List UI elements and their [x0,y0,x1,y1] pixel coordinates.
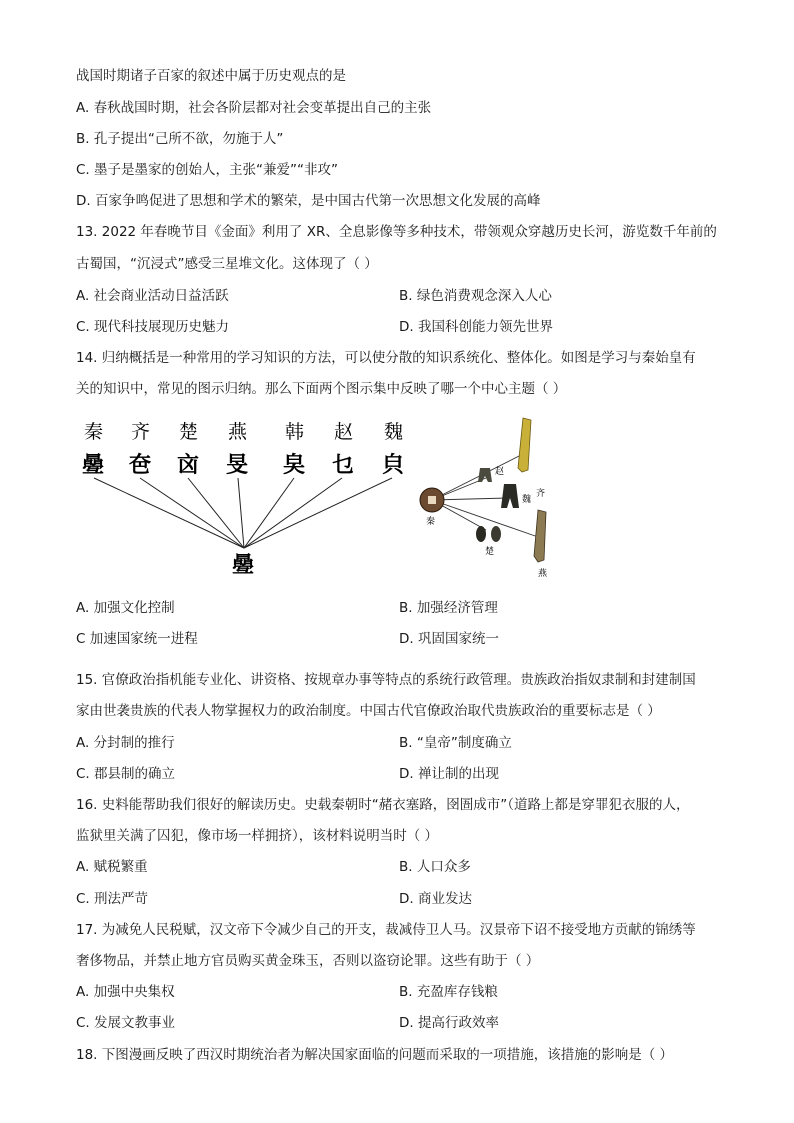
q16-option-a: A. 赋税繁重 [76,859,148,875]
coin-diagram [420,418,548,579]
q14-stem-line2: 关的知识中，常见的图示归纳。那么下面两个图示集中反映了哪一个中心主题（ ） [76,381,567,397]
q12-option-d: D. 百家争鸣促进了思想和学术的繁荣，是中国古代第一次思想文化发展的高峰 [76,193,541,209]
chu-ant-nose-coin-icon-2 [491,526,501,542]
q16-stem-line2: 监狱里关满了囚犯，像市场一样拥挤），该材料说明当时（ ） [76,828,439,844]
q12-stem: 战国时期诸子百家的叙述中属于历史观点的是 [76,68,346,84]
line-zhao [244,478,342,548]
coin-label-qi: 齐 [536,489,546,499]
q13-option-a: A. 社会商业活动日益活跃 [76,288,229,304]
q16-option-d: D. 商业发达 [399,891,472,907]
state-label-han: 韩 [285,421,305,443]
q17-option-a: A. 加强中央集权 [76,984,175,1000]
q14-diagrams-svg [76,410,716,582]
coin-label-chu: 楚 [485,547,495,557]
q15-option-d: D. 禅让制的出现 [399,766,499,782]
q17-option-d: D. 提高行政效率 [399,1015,499,1031]
q17-option-b: B. 充盈库存钱粮 [399,984,498,1000]
line-chu [188,478,244,548]
seal-glyph-zhao: 乜 [332,452,355,478]
zhao-spade-coin-icon [478,468,492,482]
q13-stem-line2: 古蜀国，“沉浸式”感受三星堆文化。这体现了（ ） [76,256,378,272]
q16-option-b: B. 人口众多 [399,859,471,875]
coin-label-yan: 燕 [538,569,548,579]
q15-stem-line1: 15. 官僚政治指机能专业化、讲资格、按规章办事等特点的系统行政管理。贵族政治指奴隶制和封建制国 [76,672,696,688]
q14-figure [76,410,716,582]
q12-option-b: B. 孔子提出“己所不欲，勿施于人” [76,131,284,147]
q14-stem-line1: 14. 归纳概括是一种常用的学习知识的方法，可以使分散的知识系统化、整体化。如图是学习与秦始皇有 [76,350,696,366]
state-label-wei: 魏 [384,421,404,443]
q14-option-b: B. 加强经济管理 [399,600,498,616]
state-label-yan: 燕 [228,421,248,443]
q17-stem-line2: 奢侈物品，并禁止地方官员购买黄金珠玉，否则以盗窃论罪。这些有助于（ ） [76,953,540,969]
q14-option-d: D. 巩固国家统一 [399,631,499,647]
q14-option-a: A. 加强文化控制 [76,600,175,616]
line-han [244,478,294,548]
q13-option-b: B. 绿色消费观念深入人心 [399,288,552,304]
state-label-zhao: 赵 [334,421,354,443]
q13-option-d: D. 我国科创能力领先世界 [399,319,553,335]
coin-label-zhao: 赵 [495,467,505,477]
convergence-lines [94,478,392,548]
seal-glyph-qi: 夿 [129,452,152,478]
seal-glyph-unified: 㬪 [232,552,255,578]
q14-option-c: C 加速国家统一进程 [76,631,198,647]
coin-label-qin: 秦 [426,517,436,527]
seal-glyph-qin: 㬪 [82,452,105,478]
q13-option-c: C. 现代科技展现历史魅力 [76,319,230,335]
state-label-chu: 楚 [179,421,199,443]
q12-option-a: A. 春秋战国时期，社会各阶层都对社会变革提出自己的主张 [76,100,432,116]
q17-stem-line1: 17. 为减免人民税赋，汉文帝下令减少自己的开支，裁减侍卫人马。汉景帝下诏不接受地方贡献的锦绣等 [76,922,696,938]
q18-stem: 18. 下图漫画反映了西汉时期统治者为解决国家面临的问题而采取的一项措施，该措施的影响是（ ） [76,1047,674,1063]
q17-option-c: C. 发展文教事业 [76,1015,176,1031]
coin-label-wei: 魏 [522,495,532,505]
seal-glyph-han: 㚖 [283,452,306,478]
wei-spade-coin-icon [501,484,519,508]
yan-knife-coin-icon [534,510,546,562]
line-qi [140,478,244,548]
q16-option-c: C. 刑法严苛 [76,891,149,907]
q15-option-a: A. 分封制的推行 [76,735,175,751]
line-yan [238,478,244,548]
q15-stem-line2: 家由世袭贵族的代表人物掌握权力的政治制度。中国古代官僚政治取代贵族政治的重要标志是（ ） [76,703,661,719]
line-wei [244,478,392,548]
state-label-qi: 齐 [131,421,151,443]
q15-option-b: B. “皇帝”制度确立 [399,735,512,751]
q13-stem-line1: 13. 2022 年春晚节目《金面》利用了 XR、全息影像等多种技术，带领观众穿越历史长河，游览数千年前的 [76,224,717,240]
seal-glyph-wei: 㒵 [382,452,405,478]
line-qin [94,478,244,548]
q12-option-c: C. 墨子是墨家的创始人，主张“兼爱”“非攻” [76,162,338,178]
seal-glyph-yan: 旻 [226,452,249,478]
coin-square-hole [428,496,436,504]
q15-option-c: C. 郡县制的确立 [76,766,176,782]
chu-ant-nose-coin-icon [476,526,486,542]
coin-line-yan [432,500,541,538]
state-label-qin: 秦 [84,421,104,443]
seal-script-diagram [82,421,404,578]
seal-glyph-chu: 㐫 [177,452,200,478]
q16-stem-line1: 16. 史料能帮助我们很好的解读历史。史载秦朝时“赭衣塞路，囹圄成市”（道路上都是穿罪犯衣服的人， [76,797,690,813]
qi-knife-coin-icon [518,418,531,472]
